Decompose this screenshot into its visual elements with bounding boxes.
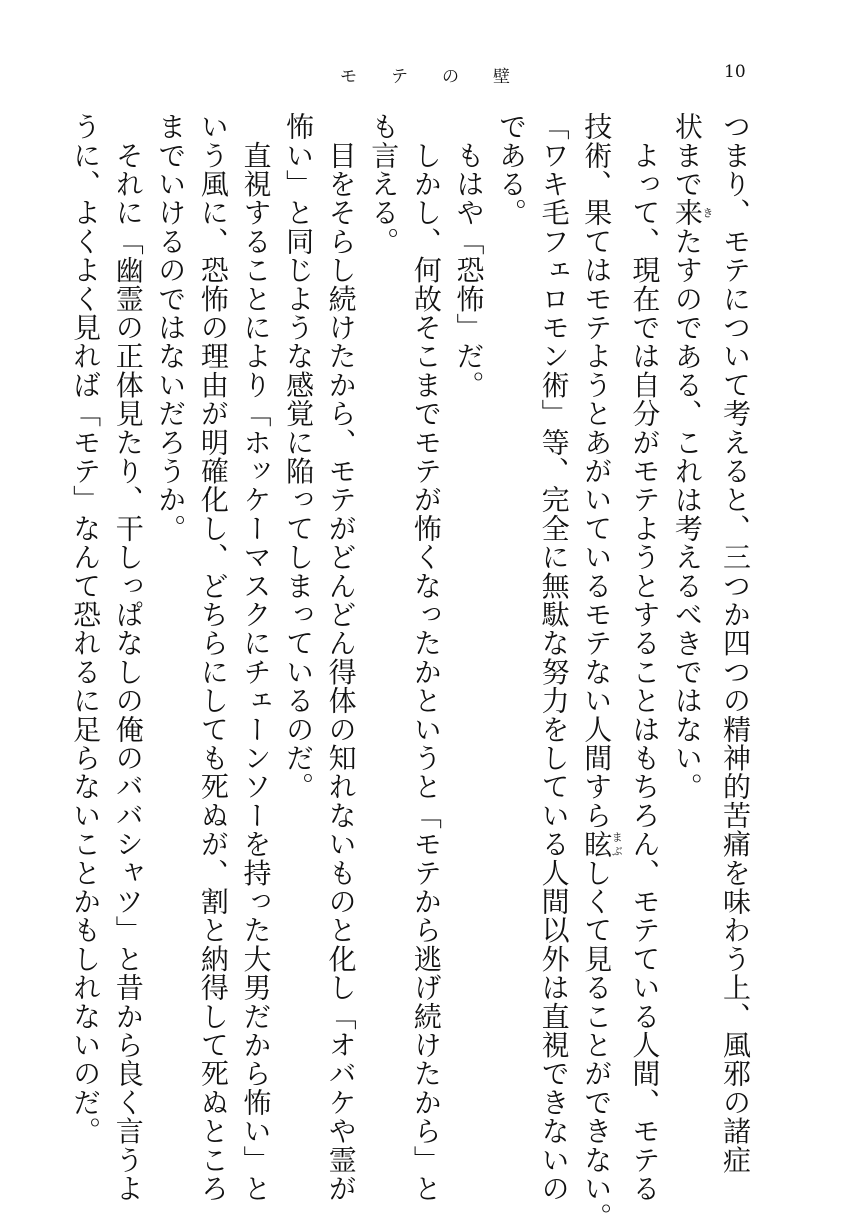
running-head — [340, 62, 510, 87]
text-line: よって、現在では自分がモテようとすることはもちろん、モテている人間、モテる — [628, 140, 662, 1203]
text-line: しかし、何故そこまでモテが怖くなったかというと「モテから逃げ続けたから」と — [409, 140, 443, 1203]
text-line: もはや「恐怖」だ。 — [452, 140, 486, 400]
text-line: までいけるのではないだろうか。 — [154, 112, 188, 543]
text-line: も言える。 — [367, 112, 401, 256]
text-fragment: しくて見ることができない。 — [580, 858, 614, 1231]
page-number: 10 — [724, 62, 746, 82]
ruby-reading: き — [700, 198, 714, 227]
text-line — [575, 112, 624, 1231]
ruby-annotation — [670, 198, 714, 227]
ruby-base: 来 — [670, 198, 704, 227]
ruby-annotation — [580, 829, 624, 859]
text-fragment: 技術、果てはモテようとあがいているモテない人間すら — [580, 112, 614, 830]
text-line: うに、よくよく見れば「モテ」なんて恐れるに足らないことかもしれないのだ。 — [69, 112, 103, 1146]
body-text — [64, 112, 757, 1231]
text-line: それに「幽霊の正体見たり、干しっぱなしの俺のババシャツ」と昔から良く言うよ — [111, 140, 145, 1203]
ruby-base: 眩 — [580, 829, 614, 859]
running-head-char: 壁 — [493, 67, 510, 87]
text-fragment: たすのである、これは考えるべきではない。 — [670, 226, 704, 801]
text-line: 怖い」と同じような感覚に陥ってしまっているのだ。 — [282, 112, 316, 801]
text-fragment: 状まで — [670, 112, 704, 199]
running-head-char: の — [442, 67, 459, 87]
text-line: つまり、モテについて考えると、三つか四つの精神的苦痛を味わう上、風邪の諸症 — [719, 112, 752, 1174]
text-line: 直視することにより「ホッケーマスクにチェーンソーを持った大男だから怖い」と — [239, 140, 273, 1203]
text-line: である。 — [495, 112, 529, 227]
text-line — [665, 112, 713, 1112]
text-line: いう風に、恐怖の理由が明確化し、どちらにしても死ぬが、割と納得して死ぬところ — [196, 112, 230, 1203]
running-head-char: テ — [391, 67, 408, 87]
running-head-char: モ — [340, 67, 357, 87]
text-line: 「ワキ毛フェロモン術」等、完全に無駄な努力をしている人間以外は直視できないの — [537, 112, 571, 1203]
text-line: 目をそらし続けたから、モテがどんどん得体の知れないものと化し「オバケや霊が — [324, 140, 358, 1203]
ruby-reading: まぶ — [610, 829, 624, 859]
